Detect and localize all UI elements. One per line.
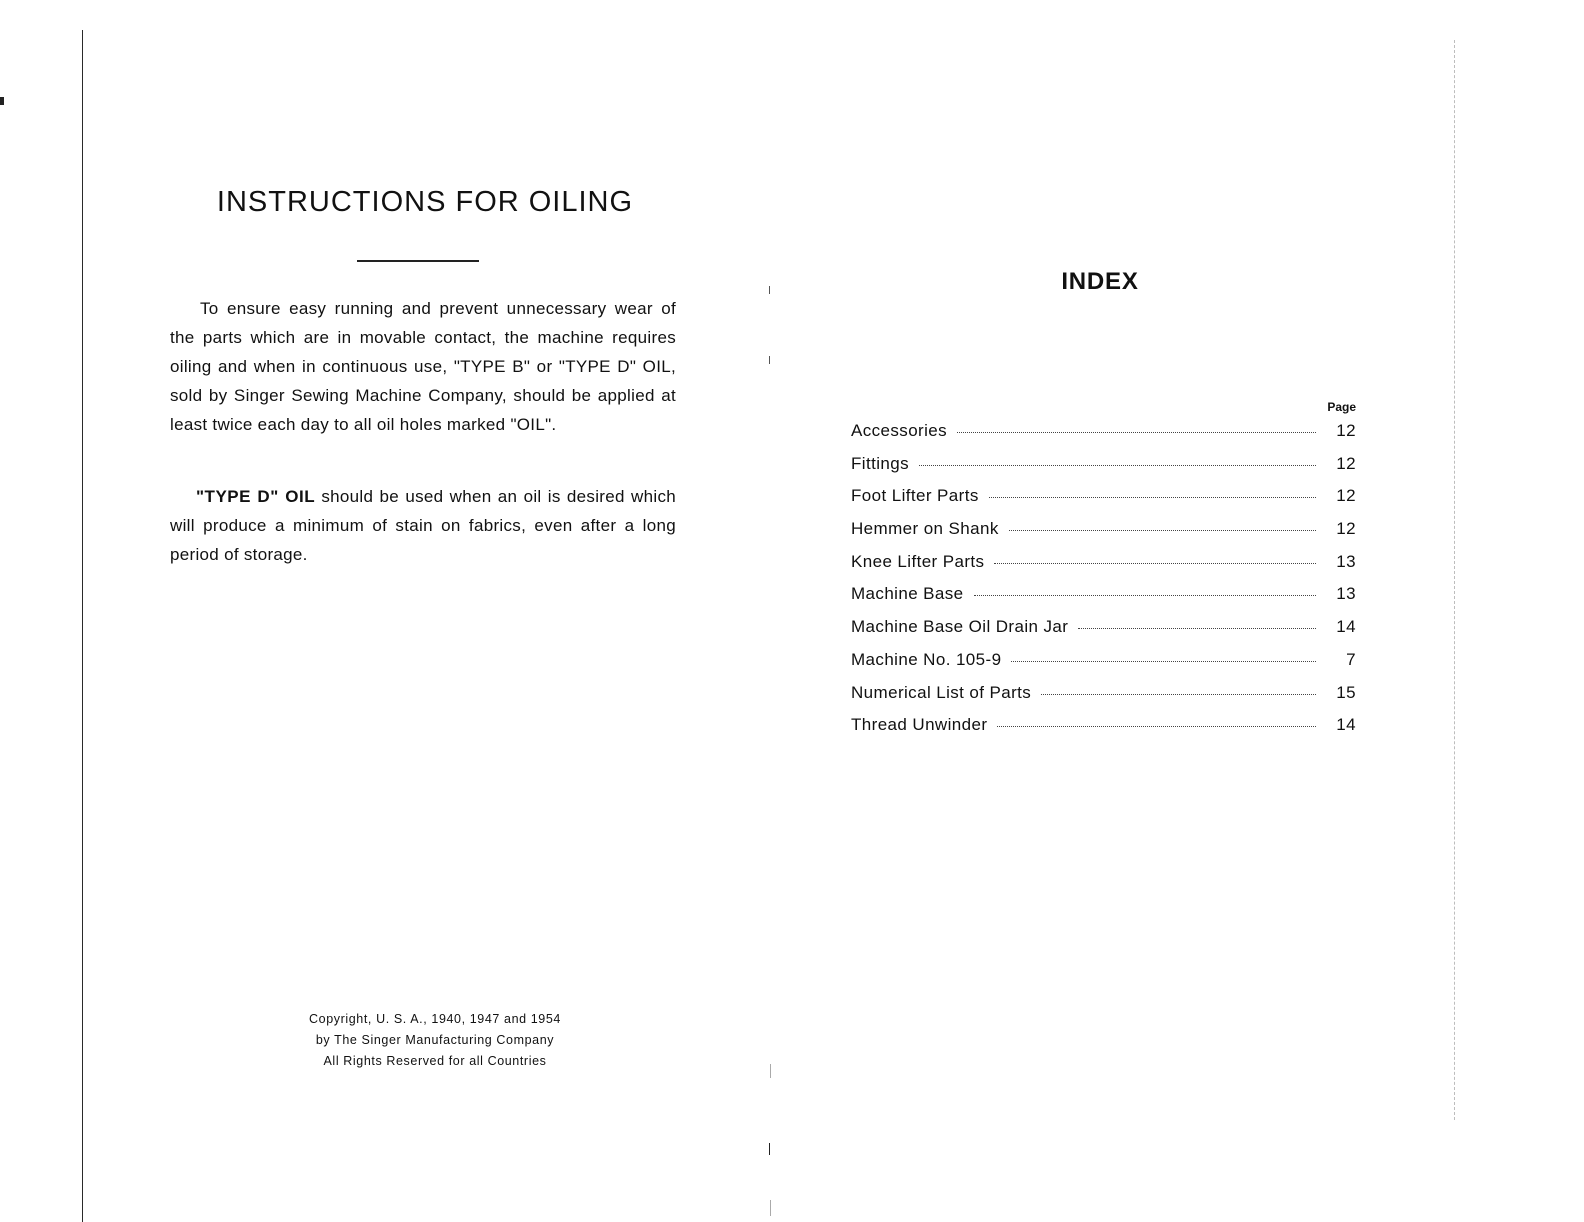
index-entry xyxy=(851,683,1356,716)
index-entry-label: Machine No. 105-9 xyxy=(851,649,1002,669)
index-entry xyxy=(851,519,1356,552)
copyright-notice xyxy=(240,1009,630,1072)
index-entry-page: 14 xyxy=(1336,617,1356,637)
gutter-mark xyxy=(770,1064,771,1078)
index-entry-page: 7 xyxy=(1346,649,1356,669)
index-entry-page: 13 xyxy=(1336,584,1356,604)
index-entry xyxy=(851,552,1356,585)
index-entry-page: 15 xyxy=(1336,682,1356,702)
dot-leader xyxy=(997,726,1316,727)
gutter-mark xyxy=(769,1143,770,1155)
left-edge-mark xyxy=(0,97,4,105)
index-entry-page: 12 xyxy=(1336,519,1356,539)
index-entry-label: Machine Base Oil Drain Jar xyxy=(851,617,1069,637)
oiling-paragraph-2 xyxy=(170,482,676,569)
index-entry-page: 12 xyxy=(1336,486,1356,506)
dot-leader xyxy=(1041,694,1316,695)
index-entry xyxy=(851,454,1356,487)
index-entry-page: 12 xyxy=(1336,453,1356,473)
index-list xyxy=(851,421,1356,748)
gutter-mark xyxy=(770,1200,771,1216)
index-entry-label: Thread Unwinder xyxy=(851,715,988,735)
dot-leader xyxy=(974,595,1316,596)
dot-leader xyxy=(1011,661,1316,662)
index-entry-label: Knee Lifter Parts xyxy=(851,551,985,571)
dot-leader xyxy=(994,563,1316,564)
type-d-oil-emphasis: "TYPE D" OIL xyxy=(196,487,316,506)
index-entry xyxy=(851,617,1356,650)
oiling-paragraph-1: To ensure easy running and prevent unnecessary wear of the parts which are in movable contact, the machine requires oiling and when in continuous use, "TYPE B" or "TYPE D" OIL, sold by Singer Sewing Machine Company, should be applied at least twice each day to all oil holes marked "OIL". xyxy=(170,299,676,434)
dot-leader xyxy=(919,465,1316,466)
copyright-line: Copyright, U. S. A., 1940, 1947 and 1954 xyxy=(309,1012,561,1026)
oiling-paragraph-2-text: should be used when an oil is desired which will produce a minimum of stain on fabrics, even after a long period of storage. xyxy=(170,487,676,564)
index-entry xyxy=(851,486,1356,519)
dot-leader xyxy=(1078,628,1316,629)
copyright-line: by The Singer Manufacturing Company xyxy=(315,1033,555,1047)
dot-leader xyxy=(1009,530,1316,531)
gutter-mark xyxy=(769,356,770,364)
index-entry-label: Fittings xyxy=(851,453,909,473)
dot-leader xyxy=(989,497,1316,498)
index-entry-page: 13 xyxy=(1336,551,1356,571)
gutter-mark xyxy=(769,286,770,294)
title-rule xyxy=(357,260,479,262)
index-entry-label: Foot Lifter Parts xyxy=(851,486,979,506)
right-scan-edge xyxy=(1454,40,1455,1120)
index-entry xyxy=(851,650,1356,683)
index-entry-label: Numerical List of Parts xyxy=(851,682,1032,702)
left-scan-edge xyxy=(82,30,83,1222)
copyright-line: All Rights Reserved for all Countries xyxy=(323,1054,547,1068)
index-entry xyxy=(851,584,1356,617)
index-entry-label: Machine Base xyxy=(851,584,964,604)
index-entry-page: 12 xyxy=(1336,421,1356,440)
index-entry xyxy=(851,715,1356,748)
page-title: INSTRUCTIONS FOR OILING xyxy=(216,186,634,218)
index-entry-label: Hemmer on Shank xyxy=(851,519,999,539)
dot-leader xyxy=(957,432,1316,433)
index-title: INDEX xyxy=(1061,268,1139,295)
index-entry xyxy=(851,421,1356,454)
page-column-header: Page xyxy=(1327,400,1356,414)
index-entry-page: 14 xyxy=(1336,715,1356,735)
index-entry-label: Accessories xyxy=(851,421,948,440)
